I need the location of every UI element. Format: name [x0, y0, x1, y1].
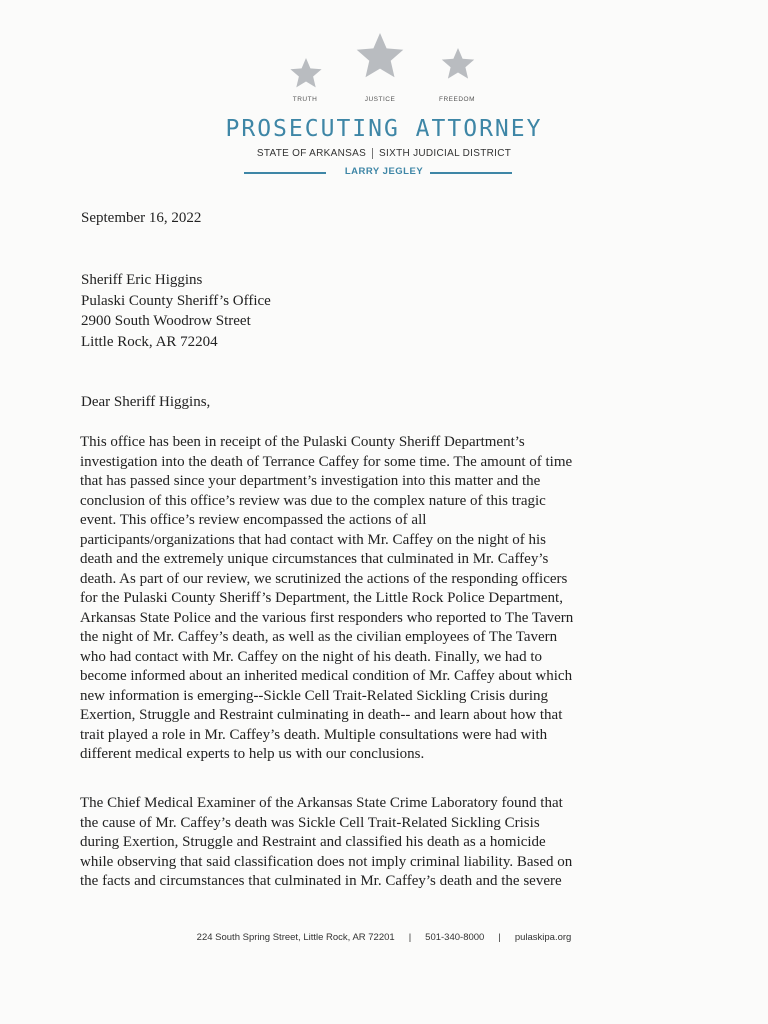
- body-paragraph-2: [80, 794, 690, 892]
- text-line: Arkansas State Police and the various first responders who reported to The Tavern: [80, 609, 574, 626]
- office-title: PROSECUTING ATTORNEY: [225, 116, 543, 142]
- text-line: Exertion, Struggle and Restraint culminating in death-- and learn about how that: [80, 707, 563, 723]
- star-icon: [290, 58, 321, 87]
- attorney-name: LARRY JEGLEY: [344, 166, 424, 177]
- recipient-city: Little Rock, AR 72204: [81, 333, 218, 350]
- recipient-street: 2900 South Woodrow Street: [81, 313, 251, 329]
- text-line: The Chief Medical Examiner of the Arkansas State Crime Laboratory found that: [80, 795, 563, 811]
- recipient-address: [81, 270, 271, 352]
- star-caption-justice: JUSTICE: [364, 96, 396, 103]
- text-line: trait played a role in Mr. Caffey’s death. Multiple consultations were had with: [80, 726, 548, 743]
- text-line: that has passed since your department’s investigation into this matter and the: [80, 473, 541, 489]
- star-icon: [442, 48, 474, 79]
- footer-address: 224 South Spring Street, Little Rock, AR 72201: [196, 932, 395, 943]
- text-line: participants/organizations that had contact with Mr. Caffey on the night of his: [80, 531, 547, 548]
- recipient-name: Sheriff Eric Higgins: [81, 272, 203, 288]
- text-line: while observing that said classification does not imply criminal liability. Based on: [80, 853, 573, 870]
- text-line: conclusion of this office’s review was due to the complex nature of this tragic: [80, 492, 546, 509]
- state-name: STATE OF ARKANSAS: [256, 148, 367, 160]
- star-caption-truth: TRUTH: [292, 96, 318, 103]
- text-line: during Exertion, Struggle and Restraint and classified his death as a homicide: [80, 834, 546, 850]
- text-line: become informed about an inherited medical condition of Mr. Caffey about which: [80, 668, 573, 684]
- text-line: the night of Mr. Caffey’s death, as well as the civilian employees of The Tavern: [80, 629, 558, 645]
- text-line: different medical experts to help us with our conclusions.: [80, 746, 425, 762]
- letterhead: [0, 0, 768, 190]
- body-paragraph-1: [80, 433, 690, 765]
- text-line: who had contact with Mr. Caffey on the night of his death. Finally, we had to: [80, 648, 542, 665]
- star-icon: [357, 33, 404, 77]
- star-caption-freedom: FREEDOM: [439, 96, 475, 103]
- text-line: investigation into the death of Terrance Caffey for some time. The amount of time: [80, 453, 573, 470]
- text-line: This office has been in receipt of the Pulaski County Sheriff Department’s: [80, 434, 525, 450]
- divider: [372, 148, 373, 159]
- text-line: death. As part of our review, we scrutinized the actions of the responding officers: [80, 570, 568, 587]
- footer-divider: |: [408, 932, 412, 943]
- text-line: the cause of Mr. Caffey’s death was Sickle Cell Trait-Related Sickling Crisis: [80, 814, 540, 831]
- footer-phone: 501-340-8000: [425, 932, 485, 943]
- text-line: the facts and circumstances that culminated in Mr. Caffey’s death and the severe: [80, 873, 562, 889]
- page-footer: [0, 932, 768, 943]
- stars-emblem: [270, 30, 500, 105]
- text-line: new information is emerging--Sickle Cell Trait-Related Sickling Crisis during: [80, 687, 549, 704]
- text-line: event. This office’s review encompassed the actions of all: [80, 512, 427, 528]
- footer-website: pulaskipa.org: [514, 932, 572, 943]
- letter-date: September 16, 2022: [81, 210, 202, 226]
- text-line: for the Pulaski County Sheriff’s Department, the Little Rock Police Department,: [80, 590, 563, 606]
- salutation: Dear Sheriff Higgins,: [81, 394, 211, 410]
- recipient-office: Pulaski County Sheriff’s Office: [81, 292, 271, 309]
- district-name: SIXTH JUDICIAL DISTRICT: [379, 148, 512, 160]
- footer-divider: |: [498, 932, 501, 943]
- text-line: death and the extremely unique circumstances that culminated in Mr. Caffey’s: [80, 551, 549, 567]
- jurisdiction-line: [0, 148, 768, 159]
- decorative-rule-right: [430, 172, 512, 174]
